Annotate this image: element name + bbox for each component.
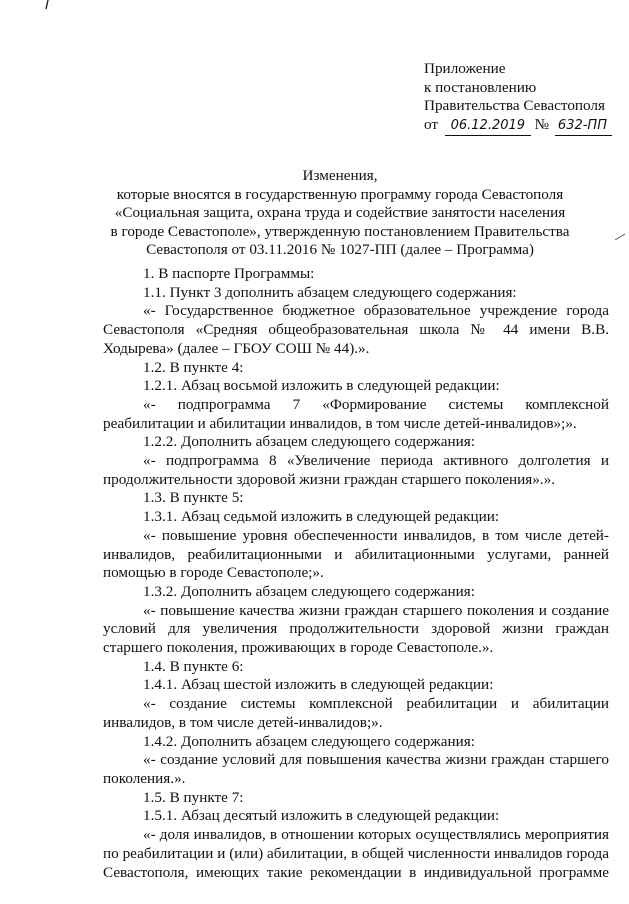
number-prefix: №	[534, 115, 550, 133]
paragraph: «- повышение уровня обеспеченности инвалидов, в том числе детей-инвалидов, реабилитационными и абилитационными услугами, ранней помощью в городе Севастополе;».	[103, 526, 609, 582]
paragraph: 1.5.1. Абзац десятый изложить в следующей редакции:	[143, 807, 500, 825]
date-prefix: от	[424, 115, 439, 133]
paragraph: 1.3.2. Дополнить абзацем следующего содержания:	[143, 582, 475, 600]
paragraph: 1.5. В пункте 7:	[143, 788, 244, 806]
paragraph: 1.2. В пункте 4:	[143, 358, 244, 376]
title-line-2: которые вносятся в государственную программу города Севастополя	[116, 185, 564, 203]
paragraph: 1.2.2. Дополнить абзацем следующего содержания:	[143, 433, 475, 451]
paragraph: 1.4. В пункте 6:	[143, 657, 244, 675]
paragraph: «- доля инвалидов, в отношении которых осуществлялись мероприятия по реабилитации и (или) абилитации, в общей численности инвалидов города Севастополя, имеющих такие рекомендации в индивидуальной программе	[103, 826, 609, 881]
paragraph: 1.1. Пункт 3 дополнить абзацем следующего содержания:	[143, 283, 517, 301]
appendix-block	[424, 60, 624, 136]
paragraph: «- создание условий для повышения качества жизни граждан старшего поколения.».	[103, 751, 609, 787]
title-line-4: в городе Севастополе», утвержденную постановлением Правительства	[110, 222, 570, 240]
paragraph: 1.3. В пункте 5:	[143, 489, 244, 507]
appendix-line-3: Правительства Севастополя	[424, 97, 605, 114]
title-line-5: Севастополя от 03.11.2016 № 1027-ПП (далее – Программа)	[146, 241, 534, 259]
document-title	[60, 167, 620, 260]
paragraph: 1.2.1. Абзац восьмой изложить в следующей редакции:	[143, 377, 500, 395]
corner-scan-mark	[44, 0, 50, 10]
paragraph: 1.4.1. Абзац шестой изложить в следующей редакции:	[143, 676, 494, 694]
paragraph: «- создание системы комплексной реабилитации и абилитации инвалидов, в том числе детей-инвалидов;».	[103, 695, 609, 731]
paragraph: «- подпрограмма 7 «Формирование системы комплексной реабилитации и абилитации инвалидов, в том числе детей-инвалидов»;».	[103, 395, 609, 432]
handwritten-date: 06.12.2019	[445, 117, 531, 137]
document-body	[103, 265, 609, 882]
handwritten-number: 632-ПП	[555, 117, 612, 137]
paragraph: 1.4.2. Дополнить абзацем следующего содержания:	[143, 732, 475, 750]
title-line-1: Изменения,	[302, 167, 378, 184]
appendix-line-2: к постановлению	[424, 78, 537, 96]
paragraph: «- подпрограмма 8 «Увеличение периода активного долголетия и продолжительности здоровой жизни граждан старшего поколения».».	[103, 452, 609, 488]
paragraph: «- Государственное бюджетное образовательное учреждение города Севастополя «Средняя общеобразовательная школа № 44 имени В.В. Ходырева» (далее – ГБОУ СОШ № 44).».	[103, 302, 609, 357]
title-line-3: «Социальная защита, охрана труда и содействие занятости населения	[114, 204, 566, 222]
paragraph: «- повышение качества жизни граждан старшего поколения и создание условий для увеличения продолжительности здоровой жизни граждан старшего поколения, проживающих в городе Севастополе.».	[103, 601, 609, 657]
paragraph: 1.3.1. Абзац седьмой изложить в следующей редакции:	[143, 508, 500, 526]
paragraph: 1. В паспорте Программы:	[143, 265, 315, 282]
appendix-date-line	[424, 116, 624, 137]
appendix-line-1: Приложение	[424, 60, 506, 77]
